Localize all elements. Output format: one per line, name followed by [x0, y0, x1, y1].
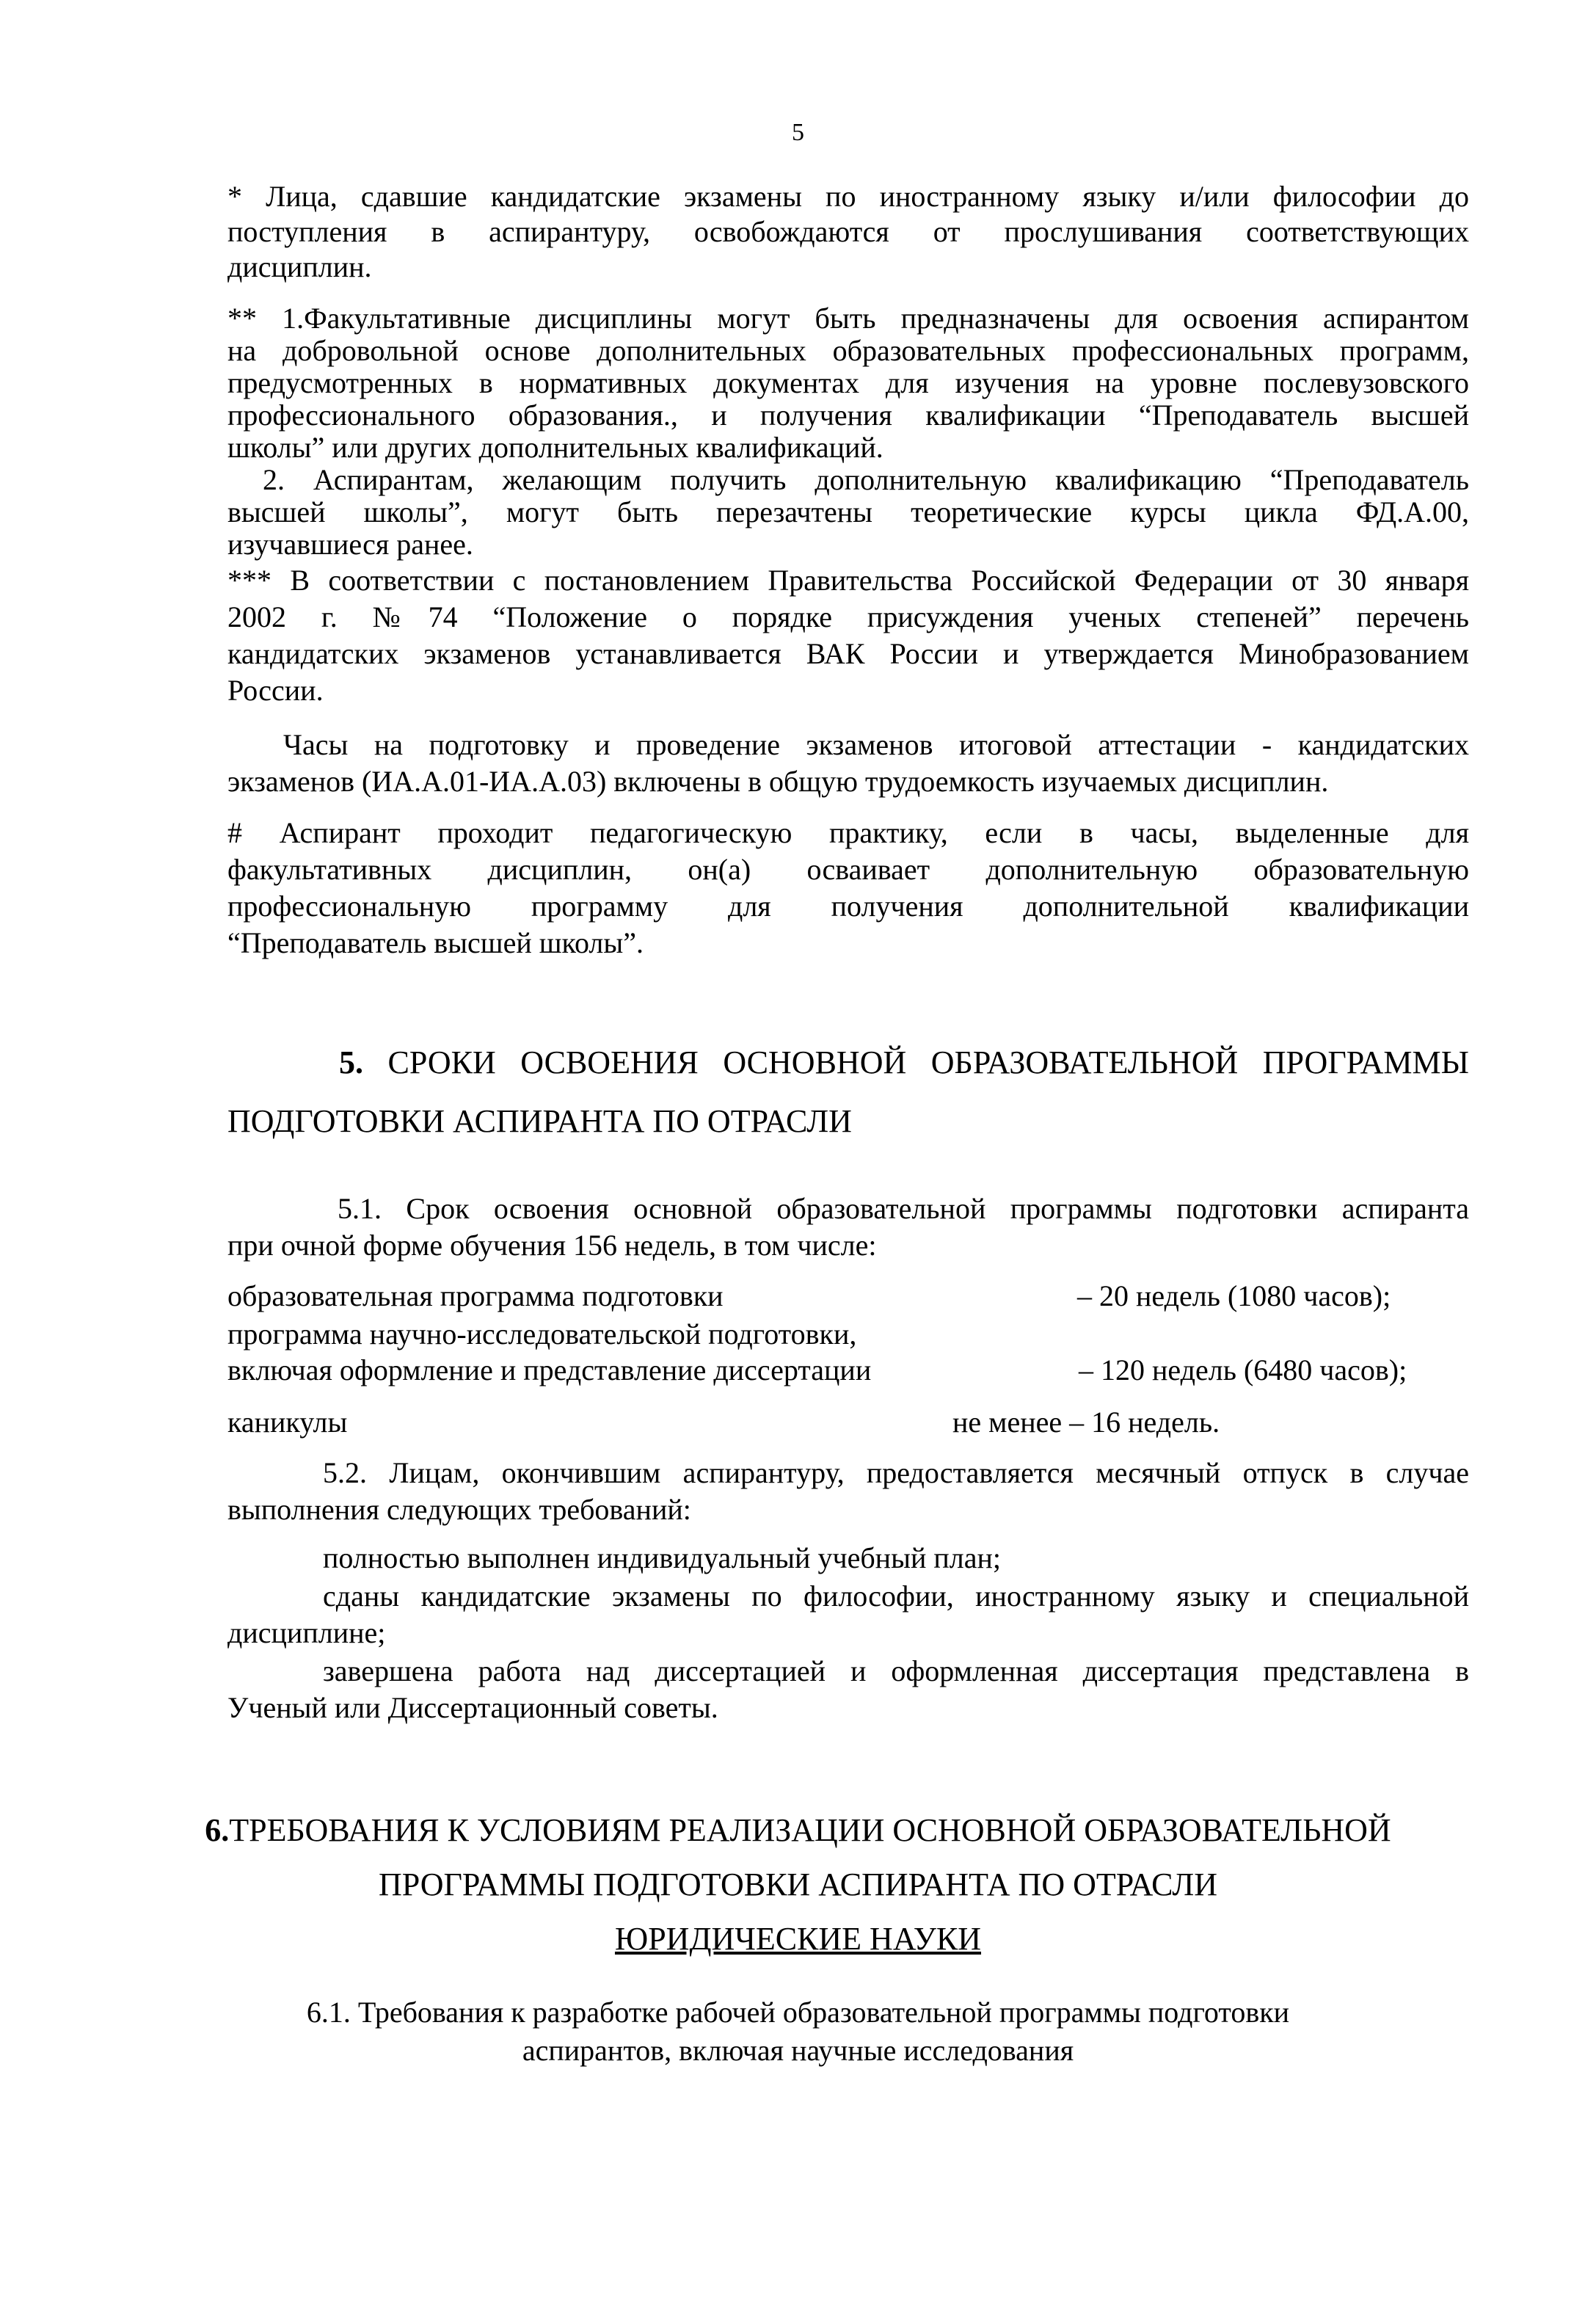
schedule-row	[227, 1279, 1469, 1313]
requirement-3	[227, 1653, 1469, 1726]
field-title: ЮРИДИЧЕСКИЕ НАУКИ	[614, 1921, 982, 1957]
text-line: сданы кандидатские экзамены по философии, иностранному языку и специальной	[323, 1579, 1469, 1613]
section-title: СРОКИ ОСВОЕНИЯ ОСНОВНОЙ ОБРАЗОВАТЕЛЬНОЙ ПРОГРАММЫ	[363, 1044, 1469, 1080]
text-line: на добровольной основе дополнительных образовательных профессиональных программ,	[227, 334, 1469, 367]
text-line: выполнения следующих требований:	[227, 1493, 691, 1526]
text-line: поступления в аспирантуру, освобождаются от прослушивания соответствующих	[227, 215, 1469, 248]
section-6-title-line-1	[0, 1811, 1596, 1849]
text-line: 2. Аспирантам, желающим получить дополнительную квалификацию “Преподаватель	[263, 463, 1469, 496]
text-line: * Лица, сдавшие кандидатские экзамены по иностранному языку и/или философии до	[227, 180, 1469, 213]
section-5-title-line-2: ПОДГОТОВКИ АСПИРАНТА ПО ОТРАСЛИ	[227, 1103, 852, 1139]
footnote-3	[227, 562, 1469, 709]
text-line: изучавшиеся ранее.	[227, 528, 473, 561]
text-line: кандидатских экзаменов устанавливается ВАК России и утверждается Минобразованием	[227, 637, 1469, 670]
text-line: полностью выполнен индивидуальный учебный план;	[323, 1541, 1002, 1574]
schedule-value: – 120 недель (6480 часов);	[1079, 1353, 1407, 1386]
text-line: при очной форме обучения 156 недель, в том числе:	[227, 1229, 877, 1262]
section-number: 6.	[205, 1812, 230, 1848]
schedule-row	[227, 1353, 1469, 1387]
text-line: “Преподаватель высшей школы”.	[227, 926, 644, 959]
text-line: экзаменов (ИА.А.01-ИА.А.03) включены в общую трудоемкость изучаемых дисциплин.	[227, 765, 1329, 798]
text-line: школы” или других дополнительных квалификаций.	[227, 431, 883, 464]
schedule-row	[227, 1405, 1469, 1439]
text-line: Часы на подготовку и проведение экзаменов итоговой аттестации - кандидатских	[283, 728, 1469, 761]
footnote-2	[227, 302, 1469, 561]
page-number: 5	[792, 119, 804, 146]
text-line: Ученый или Диссертационный советы.	[227, 1691, 718, 1724]
text-line: факультативных дисциплин, он(а) осваивает дополнительную образовательную	[227, 853, 1469, 886]
requirement-1	[227, 1540, 1469, 1577]
paragraph-5-1	[227, 1190, 1469, 1264]
text-line: профессионального образования., и получения квалификации “Преподаватель высшей	[227, 399, 1469, 432]
section-5-title-line-1	[339, 1044, 1469, 1081]
schedule-label: включая оформление и представление диссертации	[227, 1353, 872, 1386]
schedule-row	[227, 1317, 1469, 1351]
text-line: высшей школы”, могут быть перезачтены теоретические курсы цикла ФД.А.00,	[227, 495, 1469, 528]
schedule-label: каникулы	[227, 1406, 348, 1439]
subsection-6-1-line-2: аспирантов, включая научные исследования	[522, 2034, 1074, 2067]
text-line: # Аспирант проходит педагогическую практику, если в часы, выделенные для	[227, 816, 1469, 849]
section-6-title-line-2: ПРОГРАММЫ ПОДГОТОВКИ АСПИРАНТА ПО ОТРАСЛИ	[378, 1866, 1218, 1902]
schedule-value: не менее – 16 недель.	[952, 1406, 1220, 1439]
text-line: 5.2. Лицам, окончившим аспирантуру, предоставляется месячный отпуск в случае	[323, 1456, 1469, 1489]
text-line: дисциплине;	[227, 1616, 386, 1649]
section-6-title-line-3	[0, 1920, 1596, 1957]
section-number: 5.	[339, 1044, 363, 1080]
text-line: *** В соответствии с постановлением Правительства Российской Федерации от 30 января	[227, 564, 1469, 597]
text-line: профессиональную программу для получения дополнительной квалификации	[227, 890, 1469, 923]
section-title: ТРЕБОВАНИЯ К УСЛОВИЯМ РЕАЛИЗАЦИИ ОСНОВНОЙ ОБРАЗОВАТЕЛЬНОЙ	[229, 1812, 1391, 1848]
text-line: 5.1. Срок освоения основной образовательной программы подготовки аспиранта	[338, 1192, 1469, 1225]
text-line: предусмотренных в нормативных документах для изучения на уровне послевузовского	[227, 366, 1469, 399]
footnote-1	[227, 179, 1469, 285]
schedule-label: образовательная программа подготовки	[227, 1279, 724, 1312]
paragraph-5-2	[227, 1455, 1469, 1528]
practice-paragraph	[227, 815, 1469, 961]
text-line: завершена работа над диссертацией и оформленная диссертация представлена в	[323, 1654, 1469, 1687]
text-line: России.	[227, 674, 324, 707]
subsection-6-1-line-1: 6.1. Требования к разработке рабочей образовательной программы подготовки	[306, 1996, 1290, 2029]
requirement-2	[227, 1578, 1469, 1651]
text-line: 2002 г. №74 “Положение о порядке присуждения ученых степеней” перечень	[227, 600, 1469, 633]
text-line: ** 1.Факультативные дисциплины могут быть предназначены для освоения аспирантом	[227, 302, 1469, 335]
text-line: дисциплин.	[227, 250, 372, 283]
schedule-label: программа научно-исследовательской подготовки,	[227, 1317, 857, 1351]
schedule-value: – 20 недель (1080 часов);	[1077, 1279, 1391, 1312]
hours-paragraph	[227, 727, 1469, 800]
